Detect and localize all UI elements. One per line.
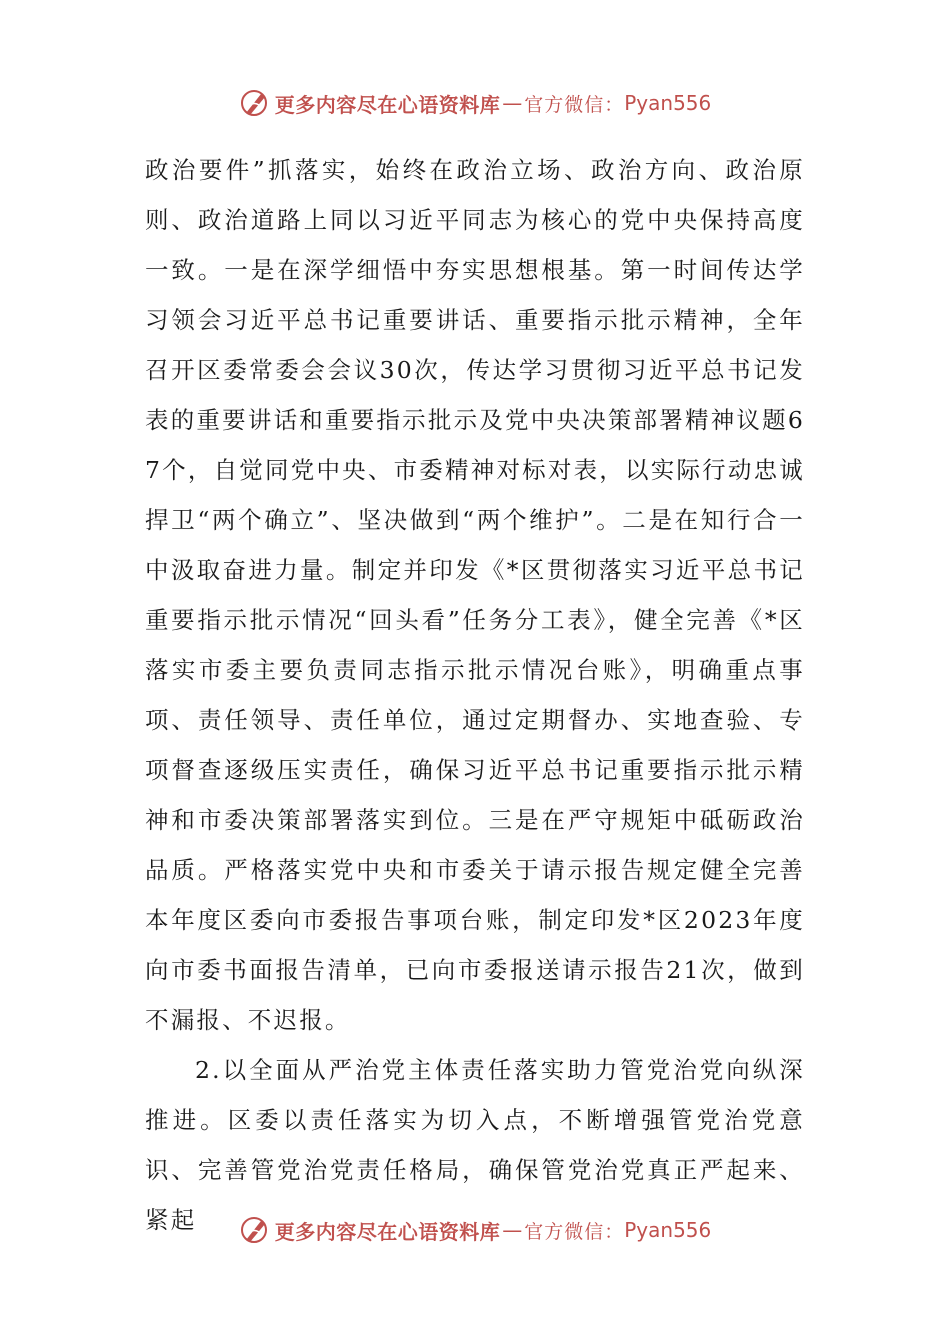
paragraph-2: 2.以全面从严治党主体责任落实助力管党治党向纵深推进。区委以责任落实为切入点，不断增强管党治党意识、完善管党治党责任格局，确保管党治党真正严起来、紧起 bbox=[145, 1056, 805, 1234]
document-body bbox=[145, 145, 805, 1245]
watermark-wechat-id: Pyan556 bbox=[624, 1218, 712, 1242]
watermark-brand: 更多内容尽在心语资料库 bbox=[274, 92, 501, 117]
watermark-footer bbox=[0, 1210, 950, 1250]
watermark-separator: — bbox=[502, 91, 523, 115]
watermark-separator: — bbox=[502, 1218, 523, 1242]
watermark-brand: 更多内容尽在心语资料库 bbox=[274, 1219, 501, 1244]
paragraph-1: 政治要件”抓落实，始终在政治立场、政治方向、政治原则、政治道路上同以习近平同志为核心的党中央保持高度一致。一是在深学细悟中夯实思想根基。第一时间传达学习领会习近平总书记重要讲话、重要指示批示精神，全年召开区委常委会会议30次，传达学习贯彻习近平总书记发表的重要讲话和重要指示批示及党中央决策部署精神议题67个，自觉同党中央、市委精神对标对表，以实际行动忠诚捍卫“两个确立”、坚决做到“两个维护”。二是在知行合一中汲取奋进力量。制定并印发《*区贯彻落实习近平总书记重要指示批示情况“回头看”任务分工表》，健全完善《*区落实市委主要负责同志指示批示情况台账》，明确重点事项、责任领导、责任单位，通过定期督办、实地查验、专项督查逐级压实责任，确保习近平总书记重要指示批示精神和市委决策部署落实到位。三是在严守规矩中砥砺政治品质。严格落实党中央和市委关于请示报告规定健全完善本年度区委向市委报告事项台账，制定印发*区2023年度向市委书面报告清单，已向市委报送请示报告21次，做到不漏报、不迟报。 bbox=[145, 156, 805, 1034]
pen-nib-seal-icon bbox=[239, 1214, 271, 1246]
watermark-wechat-id: Pyan556 bbox=[624, 91, 712, 115]
watermark-header bbox=[0, 83, 950, 123]
watermark-wechat-label: 官方微信： bbox=[524, 93, 625, 116]
pen-nib-seal-icon bbox=[239, 87, 271, 119]
watermark-wechat-label: 官方微信： bbox=[524, 1220, 625, 1243]
